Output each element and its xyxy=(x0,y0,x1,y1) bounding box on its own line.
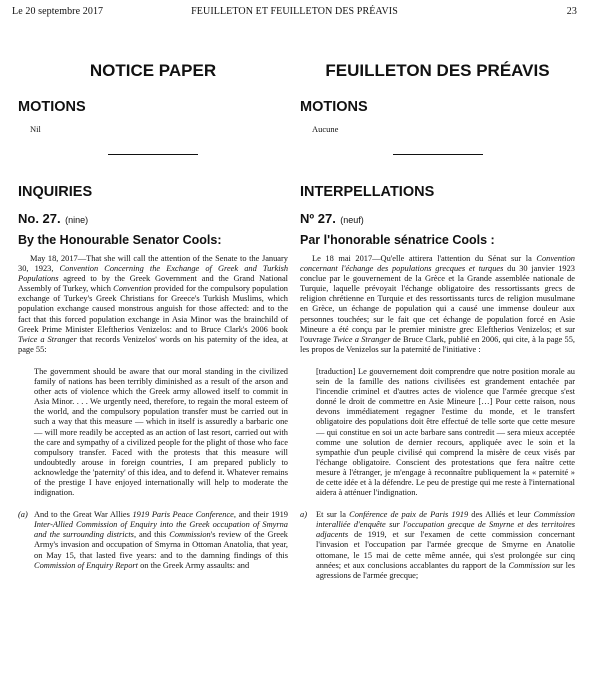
section-divider xyxy=(393,154,483,155)
inquiries-heading: INQUIRIES xyxy=(18,184,93,200)
inquiry-number-value: No. 27. xyxy=(18,211,61,226)
by-line-fr: Par l'honorable sénatrice Cools : xyxy=(300,233,495,247)
inquiry-number-words: (nine) xyxy=(65,215,89,225)
interpellations-heading: INTERPELLATIONS xyxy=(300,184,435,200)
inquiry-number-fr xyxy=(300,211,575,228)
italic-title: Commission xyxy=(508,560,550,570)
text-run: agreed to by the Greek Government and the Grand National Assembly of Turkey, which xyxy=(18,274,288,294)
inquiry-item-a-fr xyxy=(300,510,575,581)
text-run: on the Greek Army assaults: and xyxy=(138,560,250,570)
venizelos-quote-fr: [traduction] Le gouvernement doit comprendre que notre position morale au sein de la famille des nations civilisées est grandement entachée par l'incendie criminel et d'autres actes de violence que l'armée grecque s'est donné le droit de commettre en Asie Mineure […] Pour cette raison, nous devons immédiatement regagner l'estime du monde, et le transfert obligatoire des populations doit être effectué de telle sorte que cette mesure — qui constitue en soi un acte barbare sans contredit — sera mieux acceptée comme une solution de dernier recours, appliquée avec le soin et la sympathie d'un peuple civilisé qui comprend la misère de ceux visés par l'échange obligatoire. Conscient des protestations que fera naître cette mesure à l'étranger, je m'engage à reconnaître publiquement la « paternité » de cette idée et à la défendre. Le peu de prestige qui me reste à l'international aidera à atténuer l'indignation. xyxy=(316,366,575,498)
inquiry-number xyxy=(18,211,288,228)
italic-title: 1919 Paris Peace Conference xyxy=(132,510,234,520)
inquiry-number-value-fr: Nº 27. xyxy=(300,211,336,226)
text-run: , and this xyxy=(133,530,170,540)
italic-title: Twice a Stranger xyxy=(333,334,391,344)
header-page-number: 23 xyxy=(566,6,577,17)
notice-paper-title: NOTICE PAPER xyxy=(89,61,217,80)
text-run: May 18, 2017—That she will call the attention of the Senate to the January 30, 1923, xyxy=(18,254,288,274)
by-line: By the Honourable Senator Cools: xyxy=(18,233,222,247)
text-run: provided for the compulsory population exchange of Turkey's Greek Christians for Greece's Turkish Muslims, which population exchange caused monstrous anguish for those affected: and to the fact that this forced population exchange in Asia Minor was the brainchild of Greek Prime Minister Eleftherios Venizelos: and to Bruce Clark's 2006 book xyxy=(18,284,288,334)
running-header xyxy=(12,6,577,22)
italic-title: Conférence de paix de Paris 1919 xyxy=(349,510,469,520)
text-run: de Bruce Clark, publié en 2006, qui cite, à la page 55, les propos de Venizelos sur la paternité de l'initiative : xyxy=(300,334,576,354)
section-divider xyxy=(108,154,198,155)
text-run: sur les agressions de l'armée grecque; xyxy=(316,560,575,580)
french-column xyxy=(300,60,575,581)
item-marker: a) xyxy=(300,510,307,520)
italic-title: Inter-Allied Commission of Enquiry into the Greek occupation of Smyrna and the surrounding districts xyxy=(34,520,288,540)
inquiry-paragraph-fr xyxy=(300,254,575,355)
italic-title: Convention xyxy=(113,284,152,294)
inquiry-paragraph xyxy=(18,254,288,355)
italic-title: Twice a Stranger xyxy=(18,334,77,344)
motions-heading-fr: MOTIONS xyxy=(300,99,368,115)
italic-title: Commission of Enquiry Report xyxy=(34,560,138,570)
text-run: that records Venizelos' words on his paternity of the idea, at page 55: xyxy=(18,334,288,354)
text-run: , and their 1919 xyxy=(233,510,288,520)
venizelos-quote: The government should be aware that our moral standing in the civilized family of nations has been terribly diminished as a result of the arson and other acts of violence which the Greek army allowed itself to commit in Asia Minor. . . . We urgently need, therefore, to regain the moral esteem of the world, and the compulsory population transfer must be carried out in such a way that this measure — which in itself is assuredly a barbaric one — will more readily be accepted as an action of last resort, carried out with the care and sympathy of a civilized people for the plight of those who face compulsory transfer. Faced with the protests that this measure will undoubtedly arouse in foreign countries, I am prepared publicly to acknowledge the 'paternity' of this idea, and to defend it. Whatever remains of the prestige I have enjoyed internationally will help to moderate the indignation. xyxy=(34,366,288,498)
inquiry-number-words-fr: (neuf) xyxy=(340,215,364,225)
motions-value-fr: Aucune xyxy=(312,124,339,134)
item-marker: (a) xyxy=(18,510,28,520)
italic-title: Convention Concerning the Exchange of Greek and Turkish Populations xyxy=(18,264,289,284)
text-run: Et sur la xyxy=(316,510,350,520)
italic-title: Convention concernant l'échange des populations grecques et turques xyxy=(300,254,575,274)
inquiry-item-a xyxy=(18,510,288,571)
text-run: And to the Great War Allies xyxy=(34,510,133,520)
header-running-title: FEUILLETON ET FEUILLETON DES PRÉAVIS xyxy=(191,6,398,17)
text-run: du 30 janvier 1923 conclue par le gouvernement de la Grèce et la Grande assemblée nationale de Turquie, laquelle prévoyait l'échange obligatoire des ressortissants grecs de religion chrétienne en Turquie et des ressortissants turcs de religion musulmane en Grèce, un échange de population qui a causé une immense douleur aux personnes touchées; sur le fait que cet échange de population forcé en Asie Mineure a été conçu par le premier ministre grec Eleftherios Venizelos; et sur l'ouvrage xyxy=(300,264,575,344)
italic-title: Commission interalliée d'enquête sur l'occupation grecque de Smyrne et des territoires adjacents xyxy=(316,510,575,540)
text-run: des Alliés et leur xyxy=(468,510,534,520)
text-run: 's review of the Greek Army's invasion and occupation of Smyrna in Ottoman Anatolia, that year, on May 15, that lasted five years: and to the damning findings of this xyxy=(34,530,288,560)
feuilleton-title: FEUILLETON DES PRÉAVIS xyxy=(325,61,550,80)
text-run: Le 18 mai 2017—Qu'elle attirera l'attention du Sénat sur la xyxy=(312,254,537,263)
header-date: Le 20 septembre 2017 xyxy=(12,6,104,17)
english-column xyxy=(18,60,288,571)
motions-value: Nil xyxy=(30,124,41,134)
text-run: de 1919, et sur l'examen de cette commission concernant l'invasion et l'occupation par l'armée grecque de Smyrne en Anatolie ottomane, le 15 mai de cette même année, qui s'est prolongée sur cinq années; et aux conclusions accablantes du rapport de la xyxy=(316,530,575,570)
italic-title: Commission xyxy=(169,530,211,540)
motions-heading: MOTIONS xyxy=(18,99,86,115)
